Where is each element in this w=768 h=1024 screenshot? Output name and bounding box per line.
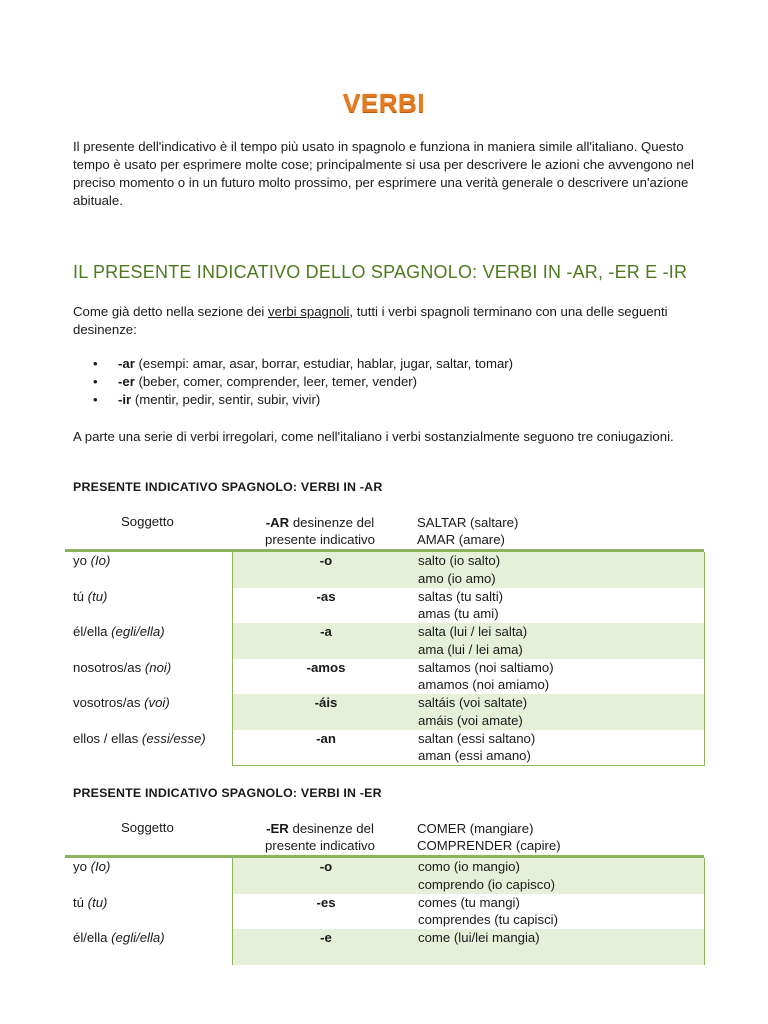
verb-form: ama (lui / lei ama) [418, 641, 523, 657]
subject-cell [73, 694, 231, 712]
header-verbs [417, 514, 518, 548]
subject-italian: (voi) [144, 695, 170, 710]
table-row [65, 730, 704, 766]
verb-form: comprendo (io capisco) [418, 876, 556, 892]
header-verb: COMER (mangiare) [417, 821, 534, 836]
subject-cell [73, 730, 231, 748]
header-endings-bold: -AR [265, 515, 290, 530]
section-heading: IL PRESENTE INDICATIVO DELLO SPAGNOLO: VERBI IN -AR, -ER E -IR [73, 262, 688, 282]
subject-italian: (tu) [87, 588, 108, 604]
verb-form: saltamos (noi saltiamo) [418, 659, 554, 675]
table-header [65, 820, 704, 855]
header-endings [235, 820, 405, 854]
forms-cell [418, 894, 705, 930]
subject-spanish: vosotros/as [73, 695, 141, 710]
subject-cell [73, 894, 231, 912]
page-title: VERBI [343, 88, 425, 118]
forms-cell [418, 623, 705, 659]
list-item [73, 373, 513, 391]
header-endings [235, 514, 405, 548]
table-row [65, 929, 704, 965]
subject-italian: (Io) [90, 859, 111, 874]
ending-label: -ir [118, 392, 132, 407]
ending-label: -er [118, 374, 135, 389]
verb-form: saltáis (voi saltate) [418, 695, 528, 710]
subject-spanish: tú [73, 894, 84, 910]
forms-cell [418, 929, 705, 965]
subject-cell [73, 659, 231, 677]
subject-spanish: él/ella [73, 930, 108, 945]
ending-label: -ar [118, 356, 135, 371]
table-subtitle-ar: PRESENTE INDICATIVO SPAGNOLO: VERBI IN -AR [73, 480, 383, 494]
header-soggetto: Soggetto [121, 820, 174, 835]
conjugations-paragraph: A parte una serie di verbi irregolari, come nell'italiano i verbi sostanzialmente seguono tre coniugazioni. [73, 429, 674, 444]
ending-examples: (mentir, pedir, sentir, subir, vivir) [131, 392, 321, 407]
table-row [65, 552, 704, 588]
table-row [65, 858, 704, 894]
ending-cell: -o [232, 552, 419, 588]
header-endings-text: presente indicativo [265, 532, 375, 547]
conjugation-table-er [65, 820, 704, 965]
verb-form: amas (tu ami) [418, 606, 499, 622]
forms-cell [418, 694, 705, 730]
ending-cell: -áis [232, 694, 419, 730]
list-item [73, 355, 513, 373]
header-verb: AMAR (amare) [417, 532, 505, 547]
verbi-spagnoli-link[interactable]: verbi spagnoli [268, 304, 350, 319]
table-subtitle-er: PRESENTE INDICATIVO SPAGNOLO: VERBI IN -ER [73, 786, 382, 800]
verb-form: saltas (tu salti) [418, 588, 504, 604]
verb-form: amamos (noi amiamo) [418, 677, 550, 693]
ending-cell: -as [232, 588, 419, 624]
table-row [65, 659, 704, 695]
header-endings-text: desinenze del [289, 515, 375, 530]
subject-cell [73, 588, 231, 606]
subject-cell [73, 929, 231, 947]
subject-cell [73, 623, 231, 641]
intro-paragraph: Il presente dell'indicativo è il tempo più usato in spagnolo e funziona in maniera simile all'italiano. Questo tempo è usato per esprimere molte cose; principalmente si usa per descrivere le azioni che avvengono nel preciso momento o in un futuro molto prossimo, per esprimere una verità generale o descrivere un'azione abituale. [73, 139, 694, 208]
subject-italian: (egli/ella) [111, 930, 165, 945]
header-verbs [417, 820, 561, 854]
verb-form: salta (lui / lei salta) [418, 624, 528, 639]
verb-form: como (io mangio) [418, 859, 520, 874]
header-endings-bold: -ER [266, 821, 289, 836]
subject-cell [73, 858, 231, 876]
paragraph-text: Come già detto nella sezione dei [73, 304, 269, 319]
verb-form: salto (io salto) [418, 553, 501, 568]
forms-cell [418, 659, 705, 695]
ending-examples: (esempi: amar, asar, borrar, estudiar, hablar, jugar, saltar, tomar) [134, 356, 514, 371]
verb-form: comes (tu mangi) [418, 894, 520, 910]
subject-italian: (essi/esse) [141, 730, 206, 746]
verb-form: amo (io amo) [418, 570, 496, 586]
header-endings-text: presente indicativo [265, 838, 375, 853]
subject-spanish: ellos / ellas [73, 730, 139, 746]
subject-italian: (tu) [87, 894, 108, 910]
ending-cell: -an [232, 730, 419, 767]
subject-spanish: él/ella [73, 624, 108, 639]
subject-italian: (egli/ella) [111, 624, 165, 639]
forms-cell [418, 730, 705, 767]
ending-cell: -o [232, 858, 419, 894]
header-soggetto: Soggetto [121, 514, 174, 529]
subject-spanish: nosotros/as [73, 659, 142, 675]
subject-spanish: yo [73, 553, 87, 568]
table-row [65, 588, 704, 624]
header-verb: SALTAR (saltare) [417, 515, 519, 530]
verb-form: amáis (voi amate) [418, 712, 523, 728]
ending-cell: -a [232, 623, 419, 659]
table-header [65, 514, 704, 549]
table-row [65, 894, 704, 930]
ending-examples: (beber, comer, comprender, leer, temer, vender) [134, 374, 418, 389]
subject-spanish: yo [73, 859, 87, 874]
subject-italian: (noi) [144, 659, 172, 675]
subject-spanish: tú [73, 588, 84, 604]
forms-cell [418, 858, 705, 894]
verb-form: aman (essi amano) [418, 748, 531, 764]
forms-cell [418, 552, 705, 588]
conjugation-table-ar [65, 514, 704, 765]
verb-form: come (lui/lei mangia) [418, 930, 540, 945]
paragraph-text: , tutti i verbi spagnoli terminano con una delle seguenti desinenze: [73, 304, 668, 337]
ending-cell: -es [232, 894, 419, 930]
subject-cell [73, 552, 231, 570]
list-item [73, 391, 513, 409]
ending-cell: -amos [232, 659, 419, 695]
subject-italian: (Io) [90, 553, 111, 568]
forms-cell [418, 588, 705, 624]
header-endings-text: desinenze del [288, 821, 374, 836]
verb-form: comprendes (tu capisci) [418, 912, 558, 928]
verb-form: saltan (essi saltano) [418, 730, 536, 746]
table-row [65, 623, 704, 659]
table-row [65, 694, 704, 730]
endings-paragraph [73, 303, 703, 339]
header-verb: COMPRENDER (capire) [417, 838, 561, 853]
endings-list [73, 355, 513, 409]
ending-cell: -e [232, 929, 419, 965]
